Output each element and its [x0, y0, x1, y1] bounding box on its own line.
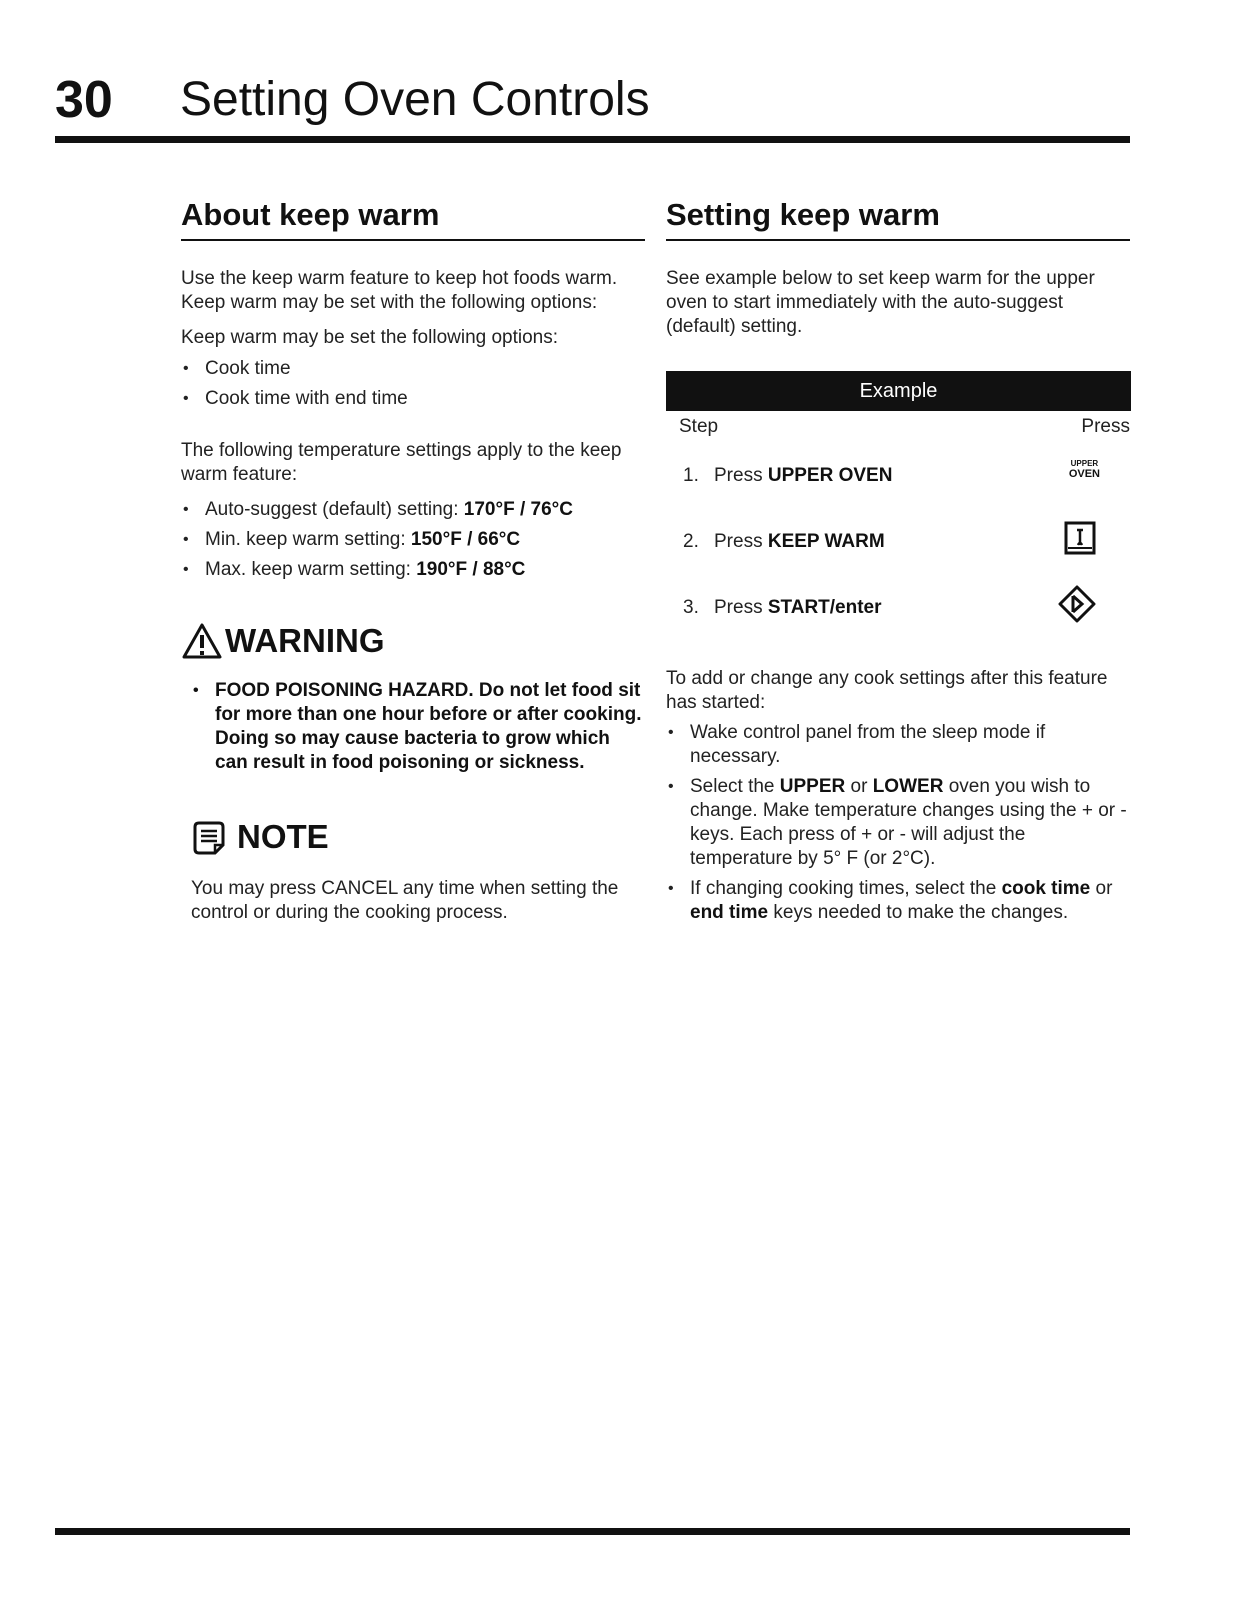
step-label: Press KEEP WARM	[714, 531, 885, 552]
temps-list	[181, 495, 645, 585]
list-item: • If changing cooking times, select the cook time or end time keys needed to make the changes.	[666, 877, 1130, 925]
list-item: • Wake control panel from the sleep mode if necessary.	[666, 721, 1130, 769]
step-number: 2.	[683, 531, 699, 552]
list-item: • Select the UPPER or LOWER oven you wish to change. Make temperature changes using the + or - keys. Each press of + or - will adjust the temperature by 5° F (or 2°C).	[666, 775, 1130, 871]
bottom-rule	[55, 1528, 1130, 1535]
keep-warm-key-icon	[1064, 521, 1096, 561]
warning-heading	[181, 621, 645, 661]
left-column	[181, 195, 645, 925]
warning-triangle-icon	[181, 622, 223, 660]
press-column-header: Press	[1081, 416, 1130, 437]
about-intro: Use the keep warm feature to keep hot foods warm. Keep warm may be set with the following options:	[181, 268, 618, 313]
example-header: Example	[666, 371, 1131, 411]
note-pad-icon	[191, 819, 227, 855]
example-column-headers	[666, 411, 1130, 441]
warning-list	[191, 679, 645, 775]
temp-value: 150°F / 66°C	[410, 529, 521, 550]
options-list	[181, 354, 645, 414]
setting-keep-warm-heading: Setting keep warm	[666, 195, 1130, 241]
temp-label: Max. keep warm setting:	[205, 559, 417, 580]
top-rule	[55, 136, 1130, 143]
upper-oven-key-icon: UPPER OVEN	[1068, 459, 1100, 480]
page-number: 30	[55, 71, 113, 129]
step-label: Press UPPER OVEN	[714, 465, 893, 486]
warning-text: • FOOD POISONING HAZARD. Do not let food sit for more than one hour before or after cooking. Doing so may cause bacteria to grow which can result in food poisoning or sickness.	[191, 679, 645, 775]
temp-intro: The following temperature settings apply to the keep warm feature:	[181, 440, 622, 485]
list-item	[181, 525, 645, 555]
example-step	[666, 459, 1130, 531]
note-heading	[191, 817, 645, 857]
note-text: You may press CANCEL any time when setting the control or during the cooking process.	[191, 878, 619, 923]
change-intro: To add or change any cook settings after this feature has started:	[666, 668, 1108, 713]
example-step	[666, 597, 1130, 663]
temp-label: Min. keep warm setting:	[205, 529, 411, 550]
start-enter-key-icon	[1058, 585, 1096, 629]
warning-label: WARNING	[225, 622, 385, 659]
step-number: 3.	[683, 597, 699, 618]
page-header	[55, 70, 1130, 142]
temp-value: 170°F / 76°C	[463, 499, 573, 520]
list-item: • Cook time with end time	[181, 384, 645, 414]
step-column-header: Step	[679, 416, 719, 437]
right-column	[666, 195, 1130, 925]
page-title: Setting Oven Controls	[180, 73, 650, 126]
step-number: 1.	[683, 465, 699, 486]
options-intro: Keep warm may be set the following options:	[181, 327, 559, 348]
temp-label: Auto-suggest (default) setting:	[205, 499, 464, 520]
list-item: • Cook time	[181, 354, 645, 384]
temp-value: 190°F / 88°C	[416, 559, 526, 580]
about-keep-warm-heading: About keep warm	[181, 195, 645, 241]
note-label: NOTE	[237, 818, 329, 855]
setting-intro: See example below to set keep warm for the upper oven to start immediately with the auto-suggest (default) setting.	[666, 268, 1095, 337]
change-list	[666, 721, 1130, 925]
step-label: Press START/enter	[714, 597, 882, 618]
list-item	[181, 555, 645, 585]
list-item	[181, 495, 645, 525]
